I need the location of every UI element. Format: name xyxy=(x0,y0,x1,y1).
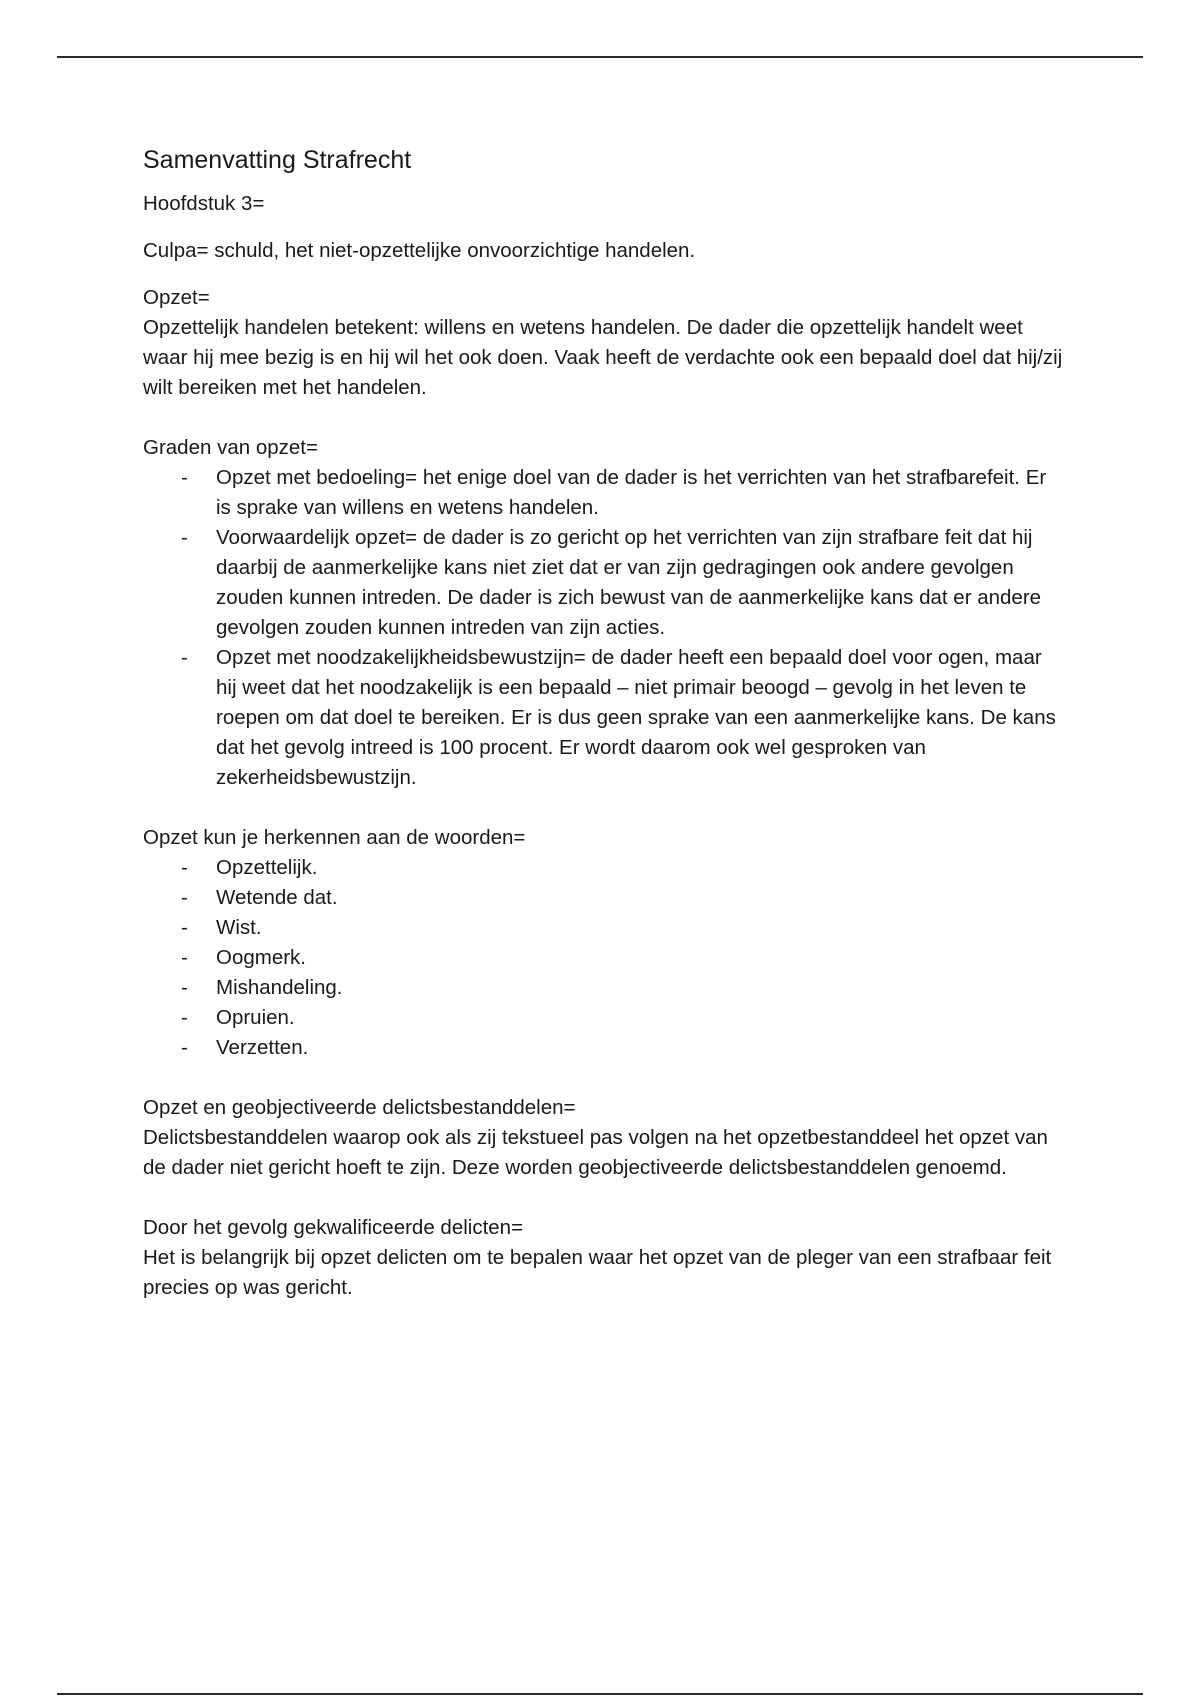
list-item: - Wist. xyxy=(143,913,1063,943)
opzet-section xyxy=(143,283,1063,403)
list-item: - Opzettelijk. xyxy=(143,853,1063,883)
list-item: - Opruien. xyxy=(143,1003,1063,1033)
gevolg-heading: Door het gevolg gekwalificeerde delicten= xyxy=(143,1216,524,1239)
woorden-list xyxy=(143,853,1063,1063)
document-body xyxy=(143,143,1063,1333)
chapter-heading: Hoofdstuk 3= xyxy=(143,192,265,215)
woorden-heading: Opzet kun je herkennen aan de woorden= xyxy=(143,826,526,849)
list-item: - Oogmerk. xyxy=(143,943,1063,973)
footer-rule xyxy=(57,1693,1143,1695)
graden-section xyxy=(143,433,1063,793)
culpa-definition: Culpa= schuld, het niet-opzettelijke onvoorzichtige handelen. xyxy=(143,239,696,262)
list-item: - Verzetten. xyxy=(143,1033,1063,1063)
list-item: - Mishandeling. xyxy=(143,973,1063,1003)
header-rule xyxy=(57,56,1143,58)
gevolg-text: Het is belangrijk bij opzet delicten om te bepalen waar het opzet van de pleger van een strafbaar feit precies op was gericht. xyxy=(143,1246,1052,1299)
document-title: Samenvatting Strafrecht xyxy=(143,146,412,174)
woorden-section xyxy=(143,823,1063,1063)
list-item: - Opzet met noodzakelijkheidsbewustzijn= de dader heeft een bepaald doel voor ogen, maar hij weet dat het noodzakelijk is een bepaald – niet primair beoogd – gevolg in het leven te roepen om dat doel te bereiken. Er is dus geen sprake van een aanmerkelijke kans. De kans dat het gevolg intreed is 100 procent. Er wordt daarom ook wel gesproken van zekerheidsbewustzijn. xyxy=(143,643,1063,793)
list-item: - Voorwaardelijk opzet= de dader is zo gericht op het verrichten van zijn strafbare feit dat hij daarbij de aanmerkelijke kans niet ziet dat er van zijn gedragingen ook andere gevolgen zouden kunnen intreden. De dader is zich bewust van de aanmerkelijke kans dat er andere gevolgen zouden kunnen intreden van zijn acties. xyxy=(143,523,1063,643)
graden-list xyxy=(143,463,1063,793)
graden-heading: Graden van opzet= xyxy=(143,436,318,459)
list-item: - Wetende dat. xyxy=(143,883,1063,913)
geobjectiveerd-text: Delictsbestanddelen waarop ook als zij tekstueel pas volgen na het opzetbestanddeel het opzet van de dader niet gericht hoeft te zijn. Deze worden geobjectiveerde delictsbestanddelen genoemd. xyxy=(143,1126,1048,1179)
list-item: - Opzet met bedoeling= het enige doel van de dader is het verrichten van het strafbarefeit. Er is sprake van willens en wetens handelen. xyxy=(143,463,1063,523)
opzet-heading: Opzet= xyxy=(143,286,210,309)
geobjectiveerd-section xyxy=(143,1093,1063,1183)
gevolg-section xyxy=(143,1213,1063,1303)
opzet-text: Opzettelijk handelen betekent: willens en wetens handelen. De dader die opzettelijk handelt weet waar hij mee bezig is en hij wil het ook doen. Vaak heeft de verdachte ook een bepaald doel dat hij/zij wilt bereiken met het handelen. xyxy=(143,316,1063,399)
geobjectiveerd-heading: Opzet en geobjectiveerde delictsbestanddelen= xyxy=(143,1096,576,1119)
